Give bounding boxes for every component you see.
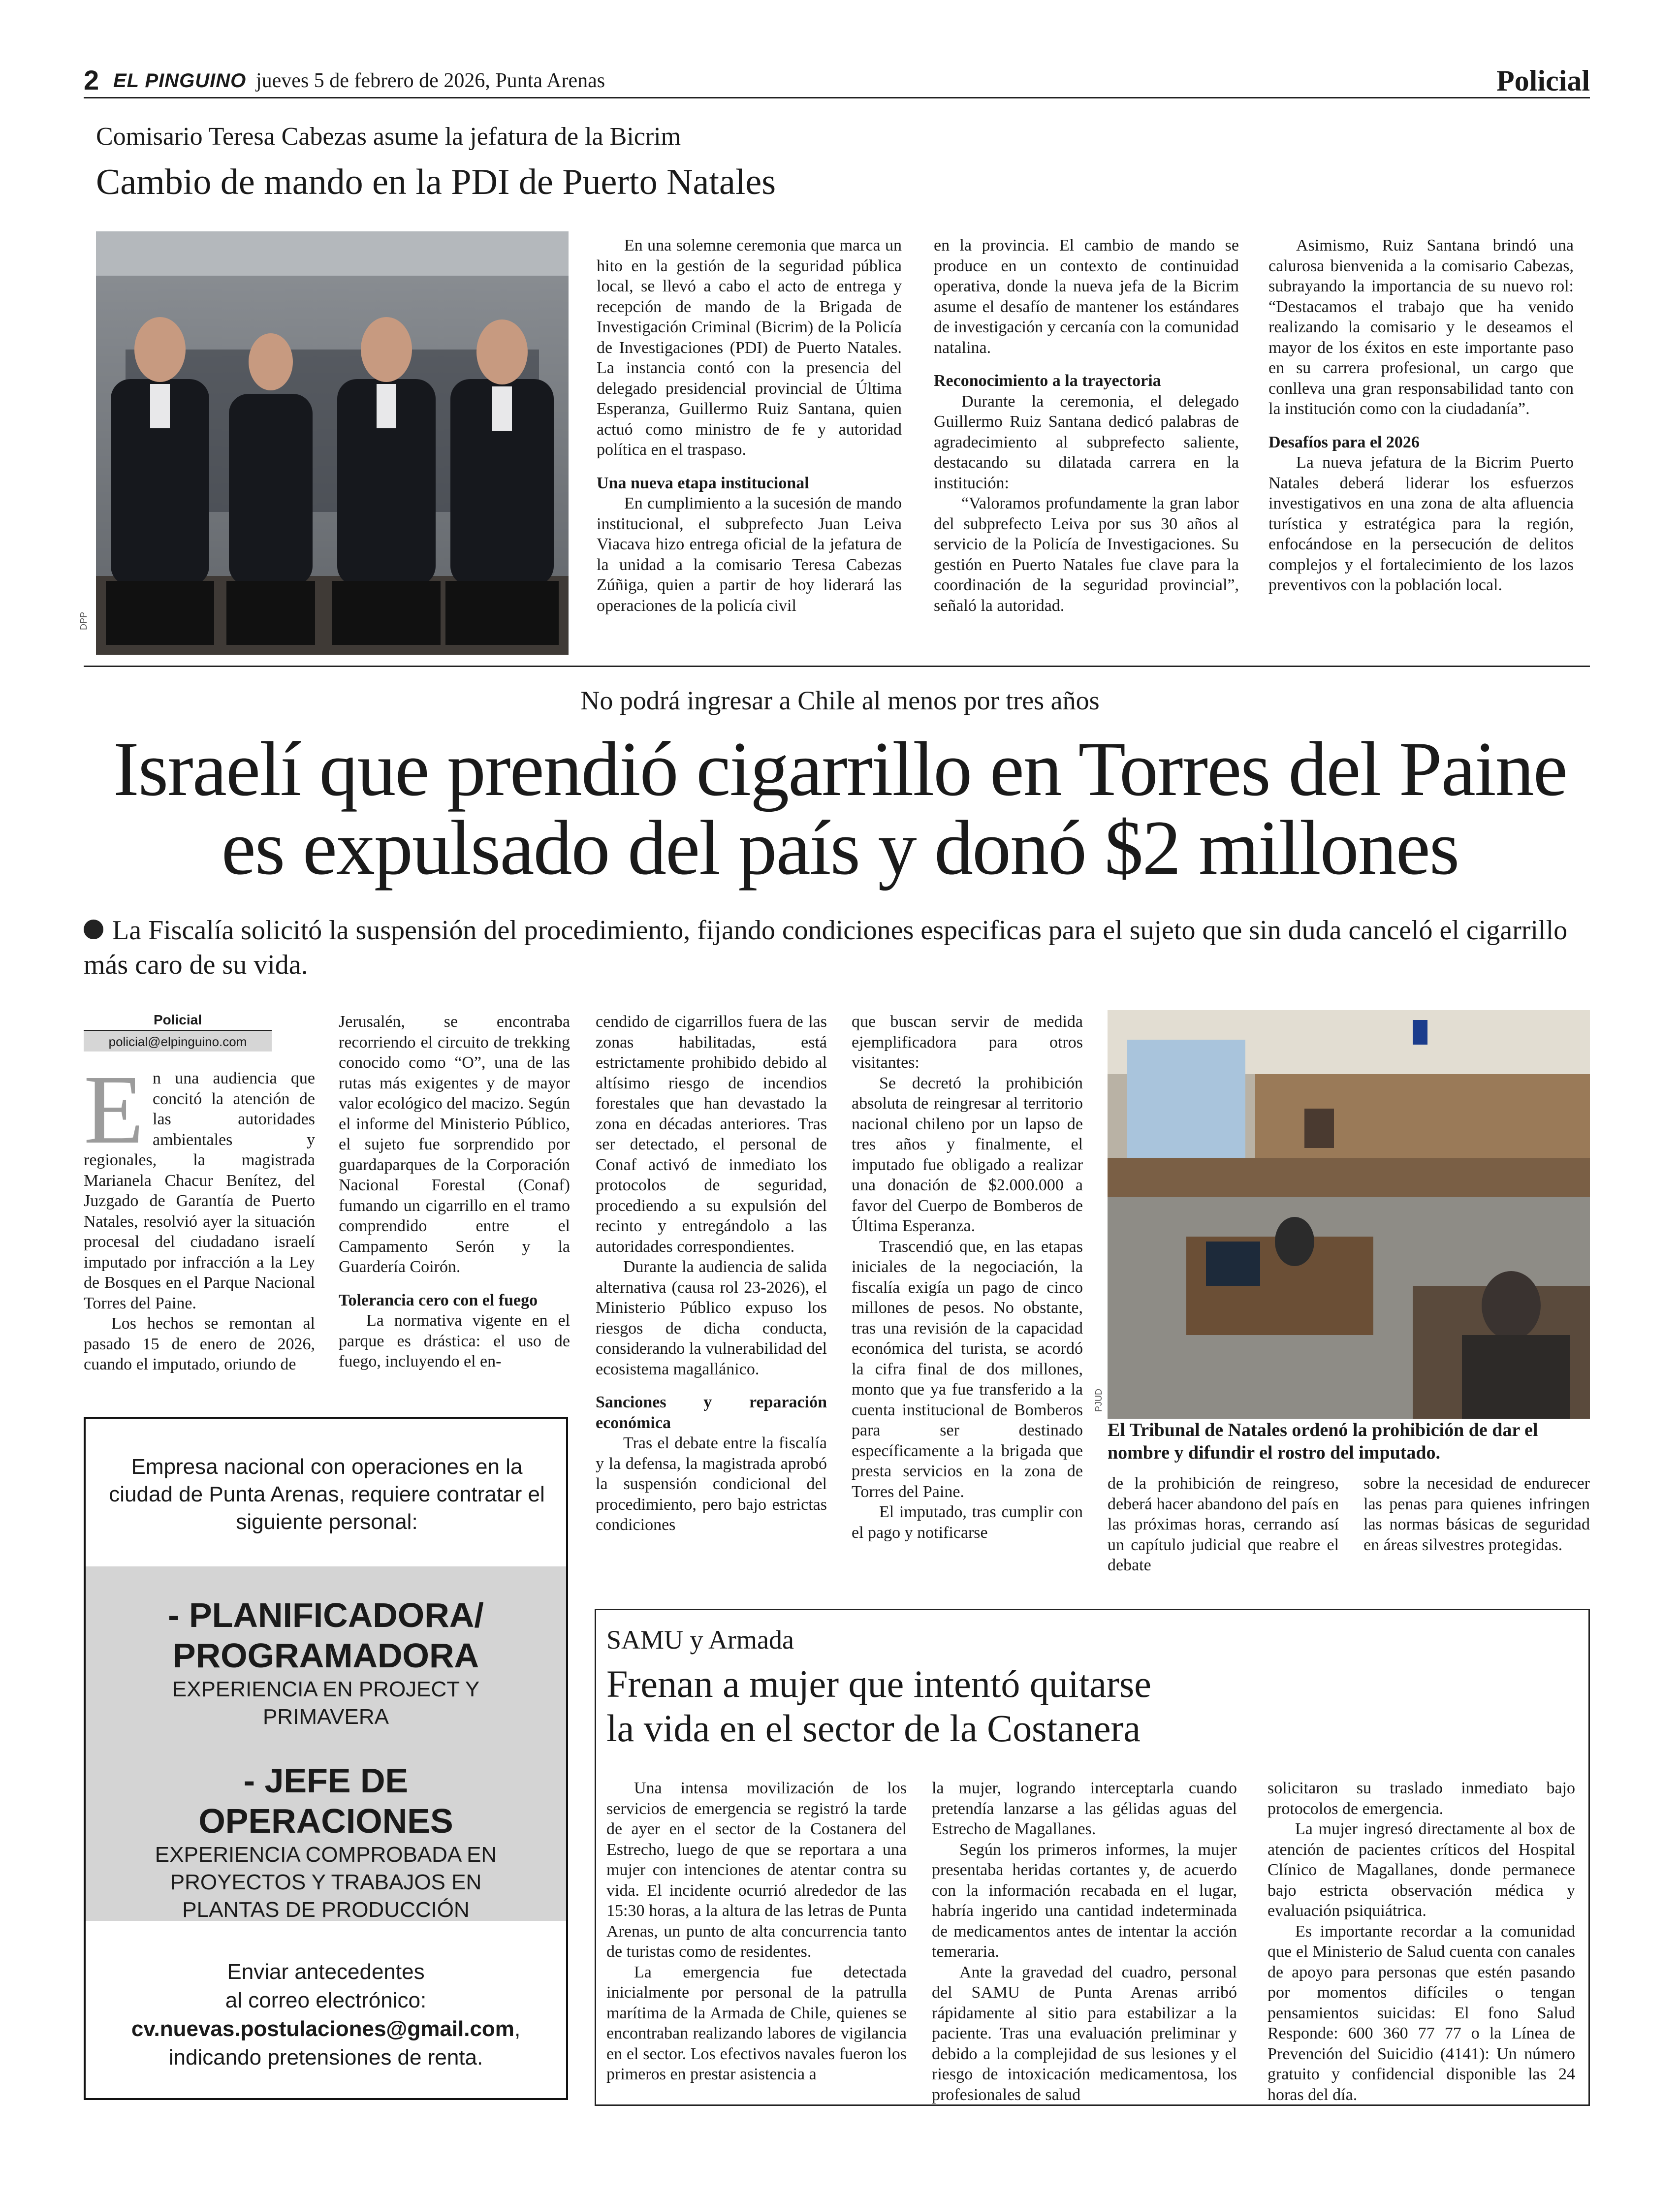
article2-paragraph: El imputado, tras cumplir con el pago y notificarse (852, 1503, 1083, 1542)
article2-headline-line1: Israelí que prendió cigarrillo en Torres del Paine (113, 726, 1567, 812)
job1-title-line2: PROGRAMADORA (172, 1636, 479, 1675)
article2-byline (84, 1010, 272, 1055)
article2-deck-text: La Fiscalía solicitó la suspensión del procedimiento, fijando condiciones especificas para el sujeto que sin duda canceló el cigarrillo más caro de su vida. (84, 915, 1568, 980)
article2-paragraph: Se decretó la prohibición absoluta de reingresar al territorio nacional chileno por un lapso de tres años y finalmente, el imputado fue obligado a realizar una donación de $2.000.000 a favor del Cuerpo de Bomberos de Última Esperanza. (852, 1074, 1083, 1235)
dropcap-letter: E (84, 1055, 144, 1164)
article3-paragraph: Según los primeros informes, la mujer presentaba heridas cortantes y, de acuerdo con la información recabada en el lugar, habría ingerido una cantidad indeterminada de medicamentos antes de intentar la acción temeraria. (932, 1840, 1237, 1961)
article1-paragraph: Durante la ceremonia, el delegado Guillermo Ruiz Santana dedicó palabras de agradecimiento al subprefecto saliente, destacando su dilatada carrera en la institución: (934, 392, 1239, 492)
job2-title (86, 1760, 566, 1841)
article3-kicker: SAMU y Armada (606, 1625, 794, 1655)
article1-paragraph: “Valoramos profundamente la gran labor del subprefecto Leiva por sus 30 años al servicio de la Policía de Investigaciones. Su gestión en Puerto Natales fue clave para la coordinación de la seguridad provincial”, señaló la autoridad. (934, 494, 1239, 615)
article2-deck (84, 913, 1590, 982)
article3-paragraph: Es importante recordar a la comunidad que el Ministerio de Salud cuenta con canales de apoyo para personas que estén pasando por momentos difíciles o tengan pensamientos suicidas: El fono Salud Responde: 600 360 77 77 o la Línea de Prevención del Suicidio (4141): Un número gratuito y confidencial disponible las 24 horas del día. (1268, 1922, 1575, 2104)
article2-subhead: Sanciones y reparación económica (596, 1393, 827, 1432)
article1-paragraph: En una solemne ceremonia que marca un hito en la gestión de la seguridad pública local, se llevó a cabo el acto de entrega y recepción de mando de la Brigada de Investigación Criminal (Bicrim) de la Policía de Investigaciones (PDI) de Puerto Natales. La instancia contó con la presencia del delegado presidencial provincial de Última Esperanza, Guillermo Ruiz Santana, quien actuó como ministro de fe y autoridad política en el traspaso. (597, 236, 902, 459)
article2-column-4 (852, 1012, 1083, 1543)
article3-column-3 (1268, 1778, 1575, 2105)
article1-paragraph: en la provincia. El cambio de mando se produce en un contexto de continuidad operativa, donde la nueva jefa de la Bicrim asume el desafío de mantener los estándares de investigación y cercanía con la comunidad natalina. (934, 236, 1239, 357)
article1-column-3 (1268, 235, 1574, 596)
byline-section: Policial (153, 1012, 202, 1027)
article2-column-5 (1108, 1473, 1339, 1576)
ad-body (86, 1566, 566, 1921)
article-separator-rule (84, 666, 1590, 667)
article1-photo-credit: DPP (79, 611, 89, 630)
article2-paragraph: Tras el debate entre la fiscalía y la defensa, la magistrada aprobó la suspensión condicional del procedimiento, pero bajo estrictas condiciones (596, 1434, 827, 1534)
article2-column-1 (84, 1068, 315, 1375)
header-rule (84, 97, 1590, 98)
article2-paragraph: que buscan servir de medida ejemplificadora para otros visitantes: (852, 1013, 1083, 1072)
article2-photo-caption: El Tribunal de Natales ordenó la prohibición de dar el nombre y difundir el rostro del imputado. (1108, 1420, 1538, 1463)
article3-paragraph: solicitaron su traslado inmediato bajo protocolos de emergencia. (1268, 1779, 1575, 1818)
job-advertisement (84, 1417, 568, 2100)
article1-paragraph: Asimismo, Ruiz Santana brindó una calurosa bienvenida a la comisario Cabezas, subrayando la importancia de su nuevo rol: “Destacamos el trabajo que ha venido realizando la comisario y le deseamos el mayor de los éxitos en este importante paso en su carrera profesional, un cargo que conlleva una gran responsabilidad tanto con la institución como con la ciudadanía”. (1268, 236, 1574, 418)
ad-send-line2: al correo electrónico: (225, 1988, 427, 2012)
article2-paragraph: Jerusalén, se encontraba recorriendo el circuito de trekking conocido como “O”, una de las rutas más exigentes y de mayor valor ecológico del macizo. Según el informe del Ministerio Público, el sujeto fue sorprendido por guardaparques de la Corporación Nacional Forestal (Conaf) fumando un cigarrillo en el tramo comprendido entre el Campamento Serón y la Guardería Coirón. (339, 1013, 570, 1276)
article2-column-2 (339, 1012, 570, 1372)
ad-contact (95, 1958, 556, 2072)
article1-subhead: Una nueva etapa institucional (597, 474, 809, 492)
bullet-icon (84, 920, 103, 939)
byline-email: policial@elpinguino.com (84, 1030, 272, 1051)
ad-email[interactable]: cv.nuevas.postulaciones@gmail.com (131, 2017, 514, 2041)
article1-paragraph: En cumplimiento a la sucesión de mando institucional, el subprefecto Juan Leiva Viacava hizo entrega oficial de la jefatura de la unidad a la comisario Teresa Cabezas Zúñiga, quien a partir de hoy liderará las operaciones de la policía civil (597, 494, 902, 615)
article3-column-2 (932, 1778, 1237, 2105)
article3-paragraph: la mujer, logrando interceptarla cuando pretendía lanzarse a las gélidas aguas del Estrecho de Magallanes. (932, 1779, 1237, 1838)
article1-column-2 (934, 235, 1239, 616)
article2-paragraph: Los hechos se remontan al pasado 15 de enero de 2026, cuando el imputado, oriundo de (84, 1314, 315, 1373)
job2-title-line2: OPERACIONES (198, 1802, 453, 1840)
article3-column-1 (606, 1778, 907, 2085)
article1-subhead: Reconocimiento a la trayectoria (934, 372, 1161, 390)
article2-headline-line2: es expulsado del país y donó $2 millones (221, 805, 1459, 891)
article2-column-3 (596, 1012, 827, 1535)
article3-headline (606, 1662, 1151, 1751)
article3-paragraph: Ante la gravedad del cuadro, personal del SAMU de Punta Arenas arribó rápidamente al sitio para estabilizar a la paciente. Tras una evaluación preliminar y debido a la complejidad de sus lesiones y el riesgo de intoxicación medicamentosa, los profesionales de salud (932, 1963, 1237, 2104)
job1-title (86, 1595, 566, 1676)
job1-title-line1: - PLANIFICADORA/ (168, 1596, 484, 1634)
article2-paragraph: La normativa vigente en el parque es drástica: el uso de fuego, incluyendo el en- (339, 1311, 570, 1370)
article2-photo (1108, 1010, 1590, 1419)
article2-kicker: No podrá ingresar a Chile al menos por tres años (580, 686, 1100, 715)
ad-intro: Empresa nacional con operaciones en la ciudad de Punta Arenas, requiere contratar el siguiente personal: (109, 1455, 545, 1534)
brand-logo: EL PINGUINO (113, 70, 247, 92)
article2-paragraph: n una audiencia que concitó la atención de las autoridades ambientales y regionales, la magistrada Marianela Chacur Benítez, del Juzgado de Garantía de Puerto Natales, resolvió ayer la situación procesal del ciudadano israelí imputado por infracción a la Ley de Bosques en el Parque Nacional Torres del Paine. (84, 1069, 315, 1312)
article2-photo-credit: PJUD (1094, 1388, 1104, 1412)
article2-paragraph: de la prohibición de reingreso, deberá hacer abandono del país en las próximas horas, cerrando así un capítulo judicial que reabre el debate (1108, 1474, 1339, 1574)
section-label: Policial (1496, 64, 1590, 97)
article1-headline: Cambio de mando en la PDI de Puerto Natales (96, 162, 776, 202)
job1-description: EXPERIENCIA EN PROJECT Y PRIMAVERA (172, 1677, 480, 1729)
article2-paragraph: Trascendió que, en las etapas iniciales de la negociación, la fiscalía exigía un pago de cinco millones de pesos. No obstante, tras una revisión de la capacidad económica del turista, se acordó la cifra final de dos millones, monto que ya fue transferido a la cuenta institucional de Bomberos para ser destinado específicamente a la brigada que presta servicios en la zona de Torres del Paine. (852, 1237, 1083, 1501)
article1-subhead: Desafíos para el 2026 (1268, 433, 1420, 451)
job2-title-line1: - JEFE DE (243, 1761, 409, 1800)
article2-paragraph: sobre la necesidad de endurecer las penas para quienes infringen las normas básicas de seguridad en áreas silvestres protegidas. (1363, 1474, 1590, 1554)
ad-send-line3: , indicando pretensiones de renta. (168, 2017, 521, 2070)
page-number: 2 (84, 64, 99, 96)
article1-kicker: Comisario Teresa Cabezas asume la jefatura de la Bicrim (96, 123, 681, 151)
article3-headline-line1: Frenan a mujer que intentó quitarse (606, 1662, 1151, 1705)
article3-paragraph: La emergencia fue detectada inicialmente por personal de la patrulla marítima de la Armada de Chile, quienes se encontraban realizando labores de vigilancia en el sector. Los efectivos navales fueron los primeros en prestar asistencia a (606, 1963, 907, 2083)
page-header (84, 64, 1590, 98)
article2-column-6 (1363, 1473, 1590, 1555)
article2-paragraph: Durante la audiencia de salida alternativa (causa rol 23-2026), el Ministerio Público expuso los riesgos de dicha conducta, considerando la vulnerabilidad del ecosistema magallánico. (596, 1258, 827, 1378)
article1-paragraph: La nueva jefatura de la Bicrim Puerto Natales deberá liderar los esfuerzos investigativos en una zona de alta afluencia turística y estratégica para la región, enfocándose en la persecución de delitos complejos y el fortalecimiento de los lazos preventivos con la población local. (1268, 453, 1574, 594)
article1-photo (96, 231, 569, 655)
article2-paragraph: cendido de cigarrillos fuera de las zonas habilitadas, está estrictamente prohibido debido al altísimo riesgo de incendios forestales que han devastado la zona en décadas anteriores. Tras ser detectado, el personal de Conaf activó de inmediato los protocolos de seguridad, procediendo a su expulsión del recinto y entregándolo a las autoridades correspondientes. (596, 1013, 827, 1256)
article2-subhead: Tolerancia cero con el fuego (339, 1291, 538, 1309)
article3-headline-line2: la vida en el sector de la Costanera (606, 1707, 1141, 1750)
ad-send-line1: Enviar antecedentes (227, 1960, 425, 1984)
article3-paragraph: Una intensa movilización de los servicios de emergencia se registró la tarde de ayer en el sector de la Costanera del Estrecho, luego de que se reportara a una mujer con intenciones de atentar contra su vida. El incidente ocurrió alrededor de las 15:30 horas, a la altura de las letras de Punta Arenas, un punto de alta concurrencia tanto de turistas como de residentes. (606, 1779, 907, 1961)
article1-column-1 (597, 235, 902, 616)
job2-description: EXPERIENCIA COMPROBADA EN PROYECTOS Y TRABAJOS EN PLANTAS DE PRODUCCIÓN (155, 1843, 497, 1922)
header-date: jueves 5 de febrero de 2026, Punta Arenas (256, 69, 605, 92)
article3-paragraph: La mujer ingresó directamente al box de atención de pacientes críticos del Hospital Clínico de Magallanes, donde permanece bajo estricta observación médica y evaluación psiquiátrica. (1268, 1820, 1575, 1920)
